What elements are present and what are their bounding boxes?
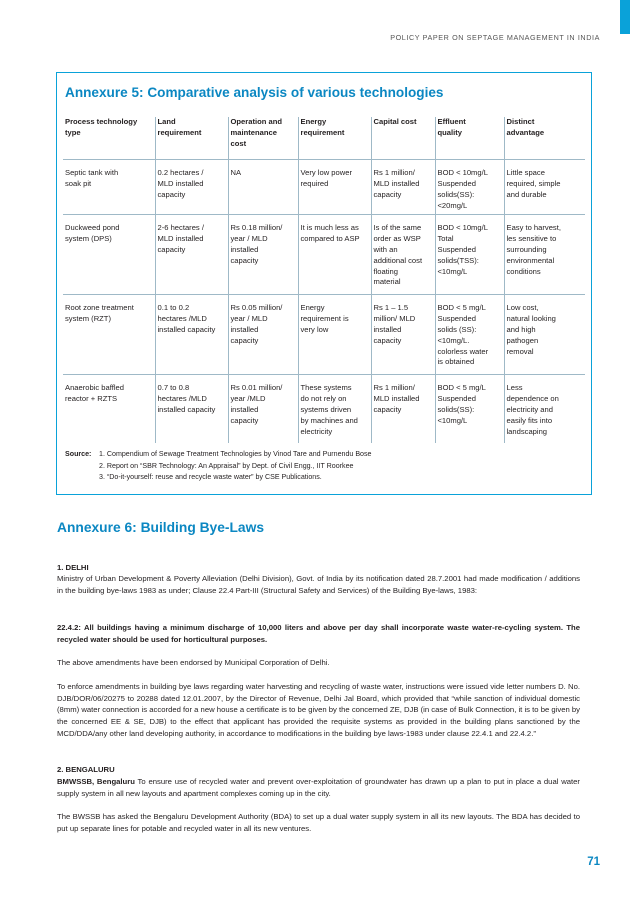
- column-header: Effluent quality: [435, 117, 504, 160]
- delhi-clause: 22.4.2: All buildings having a minimum discharge of 10,000 liters and above per day shall incorporate waste water-re-cycling system. The recycled water should be used for horticultural purposes.: [57, 623, 580, 644]
- technology-comparison-table: [63, 117, 585, 443]
- table-cell: Rs 1 million/ MLD installed capacity: [371, 160, 435, 215]
- table-cell: These systems do not rely on systems driven by machines and electricity: [298, 375, 371, 443]
- column-header: Capital cost: [371, 117, 435, 160]
- table-cell: NA: [228, 160, 298, 215]
- bengaluru-lead: BMWSSB, Bengaluru: [57, 777, 135, 786]
- source-item: 1. Compendium of Sewage Treatment Technologies by Vinod Tare and Purnendu Bose: [99, 450, 372, 458]
- table-cell: Is of the same order as WSP with an additional cost floating material: [371, 215, 435, 295]
- delhi-paragraph-1: Ministry of Urban Development & Poverty Alleviation (Delhi Division), Govt. of India by its notification dated 28.7.2001 had made modification / additions in the building bye-laws 1983 as under; Clause 22.4 Part-III (Structural Safety and Services) of the Building Bye-laws, 1983:: [57, 574, 580, 595]
- table-cell: Little space required, simple and durable: [504, 160, 585, 215]
- table-cell: BOD < 5 mg/L Suspended solids (SS): <10mg/L. colorless water is obtained: [435, 295, 504, 375]
- table-cell: Rs 1 – 1.5 million/ MLD installed capacity: [371, 295, 435, 375]
- annexure-5-title: Annexure 5: Comparative analysis of various technologies: [65, 85, 444, 100]
- table-cell: Less dependence on electricity and easily fits into landscaping: [504, 375, 585, 443]
- table-cell: Very low power required: [298, 160, 371, 215]
- table-cell: Root zone treatment system (RZT): [63, 295, 155, 375]
- column-header: Energy requirement: [298, 117, 371, 160]
- table-row: [63, 295, 585, 375]
- table-cell: 0.7 to 0.8 hectares /MLD installed capacity: [155, 375, 228, 443]
- header-accent-bar: [620, 0, 630, 34]
- bengaluru-text: To ensure use of recycled water and prevent over-exploitation of groundwater has drawn up a plan to put in place a dual water supply system in all new layouts and apartment complexes coming up in the city.: [57, 777, 580, 798]
- column-header: Operation and maintenance cost: [228, 117, 298, 160]
- annexure-6-title: Annexure 6: Building Bye-Laws: [57, 520, 264, 535]
- delhi-paragraph-3: To enforce amendments in building bye laws regarding water harvesting and recycling of waste water, instructions were issued vide letter numbers D. No. DJB/DOR/06/20275 to 20288 dated 12.01.2007, by the Director of Revenue, Delhi Jal Board, which provided that “while sanction of individual domestic (8mm) water connection is accorded for a new house a certificate is to be given by the concerned ZE, DJB (in case of Bulk Connection, it is to be given by the concerned EE & SE, DJB) to the effect that applicant has provided the requisite systems as provided in the building plans sanctioned by the MCD/DDA/any other land developing authority, in accordance to modifications in the building bye laws-1983 under clause 22.4.1 and 22.4.2.”: [57, 682, 581, 738]
- table-cell: BOD < 10mg/L Total Suspended solids(TSS): <10mg/L: [435, 215, 504, 295]
- column-header: Process technology type: [65, 117, 138, 137]
- source-item: 2. Report on “SBR Technology: An Appraisal” by Dept. of Civil Engg., IIT Roorkee: [99, 461, 354, 470]
- table-cell: 0.2 hectares / MLD installed capacity: [155, 160, 228, 215]
- table-cell: Rs 0.05 million/ year / MLD installed capacity: [228, 295, 298, 375]
- table-cell: Septic tank with soak pit: [63, 160, 155, 215]
- annexure-5-box: [56, 72, 592, 495]
- bengaluru-heading: 2. BENGALURU: [57, 765, 115, 774]
- table-row: [63, 160, 585, 215]
- table-cell: 2-6 hectares / MLD installed capacity: [155, 215, 228, 295]
- table-cell: Rs 0.01 million/ year /MLD installed capacity: [228, 375, 298, 443]
- table-cell: Rs 0.18 million/ year / MLD installed capacity: [228, 215, 298, 295]
- table-cell: 0.1 to 0.2 hectares /MLD installed capacity: [155, 295, 228, 375]
- table-cell: Low cost, natural looking and high pathogen removal: [504, 295, 585, 375]
- table-cell: Energy requirement is very low: [298, 295, 371, 375]
- delhi-heading: 1. DELHI: [57, 563, 89, 572]
- source-list: [99, 449, 559, 484]
- running-header: POLICY PAPER ON SEPTAGE MANAGEMENT IN INDIA: [390, 33, 600, 42]
- page-number: 71: [587, 856, 600, 868]
- table-row: [63, 375, 585, 443]
- table-cell: It is much less as compared to ASP: [298, 215, 371, 295]
- column-header: Land requirement: [155, 117, 228, 160]
- source-label: Source:: [65, 450, 92, 458]
- table-cell: Easy to harvest, les sensitive to surrounding environmental conditions: [504, 215, 585, 295]
- column-header: Distinct advantage: [504, 117, 585, 160]
- table-row: [63, 215, 585, 295]
- bengaluru-paragraph-2: The BWSSB has asked the Bengaluru Development Authority (BDA) to set up a dual water supply system in all its new layouts. The BDA has decided to put up separate lines for potable and recycled water in all its new ventures.: [57, 812, 580, 833]
- source-item: 3. “Do-it-yourself: reuse and recycle waste water” by CSE Publications.: [99, 473, 322, 482]
- table-cell: BOD < 10mg/L Suspended solids(SS): <20mg/L: [435, 160, 504, 215]
- table-cell: Anaerobic baffled reactor + RZTS: [63, 375, 155, 443]
- table-cell: Rs 1 million/ MLD installed capacity: [371, 375, 435, 443]
- table-cell: Duckweed pond system (DPS): [63, 215, 155, 295]
- table-header-row: [63, 117, 585, 160]
- bengaluru-paragraph-1: [57, 776, 580, 799]
- table-cell: BOD < 5 mg/L Suspended solids(SS): <10mg/L: [435, 375, 504, 443]
- delhi-paragraph-2: The above amendments have been endorsed by Municipal Corporation of Delhi.: [57, 658, 330, 667]
